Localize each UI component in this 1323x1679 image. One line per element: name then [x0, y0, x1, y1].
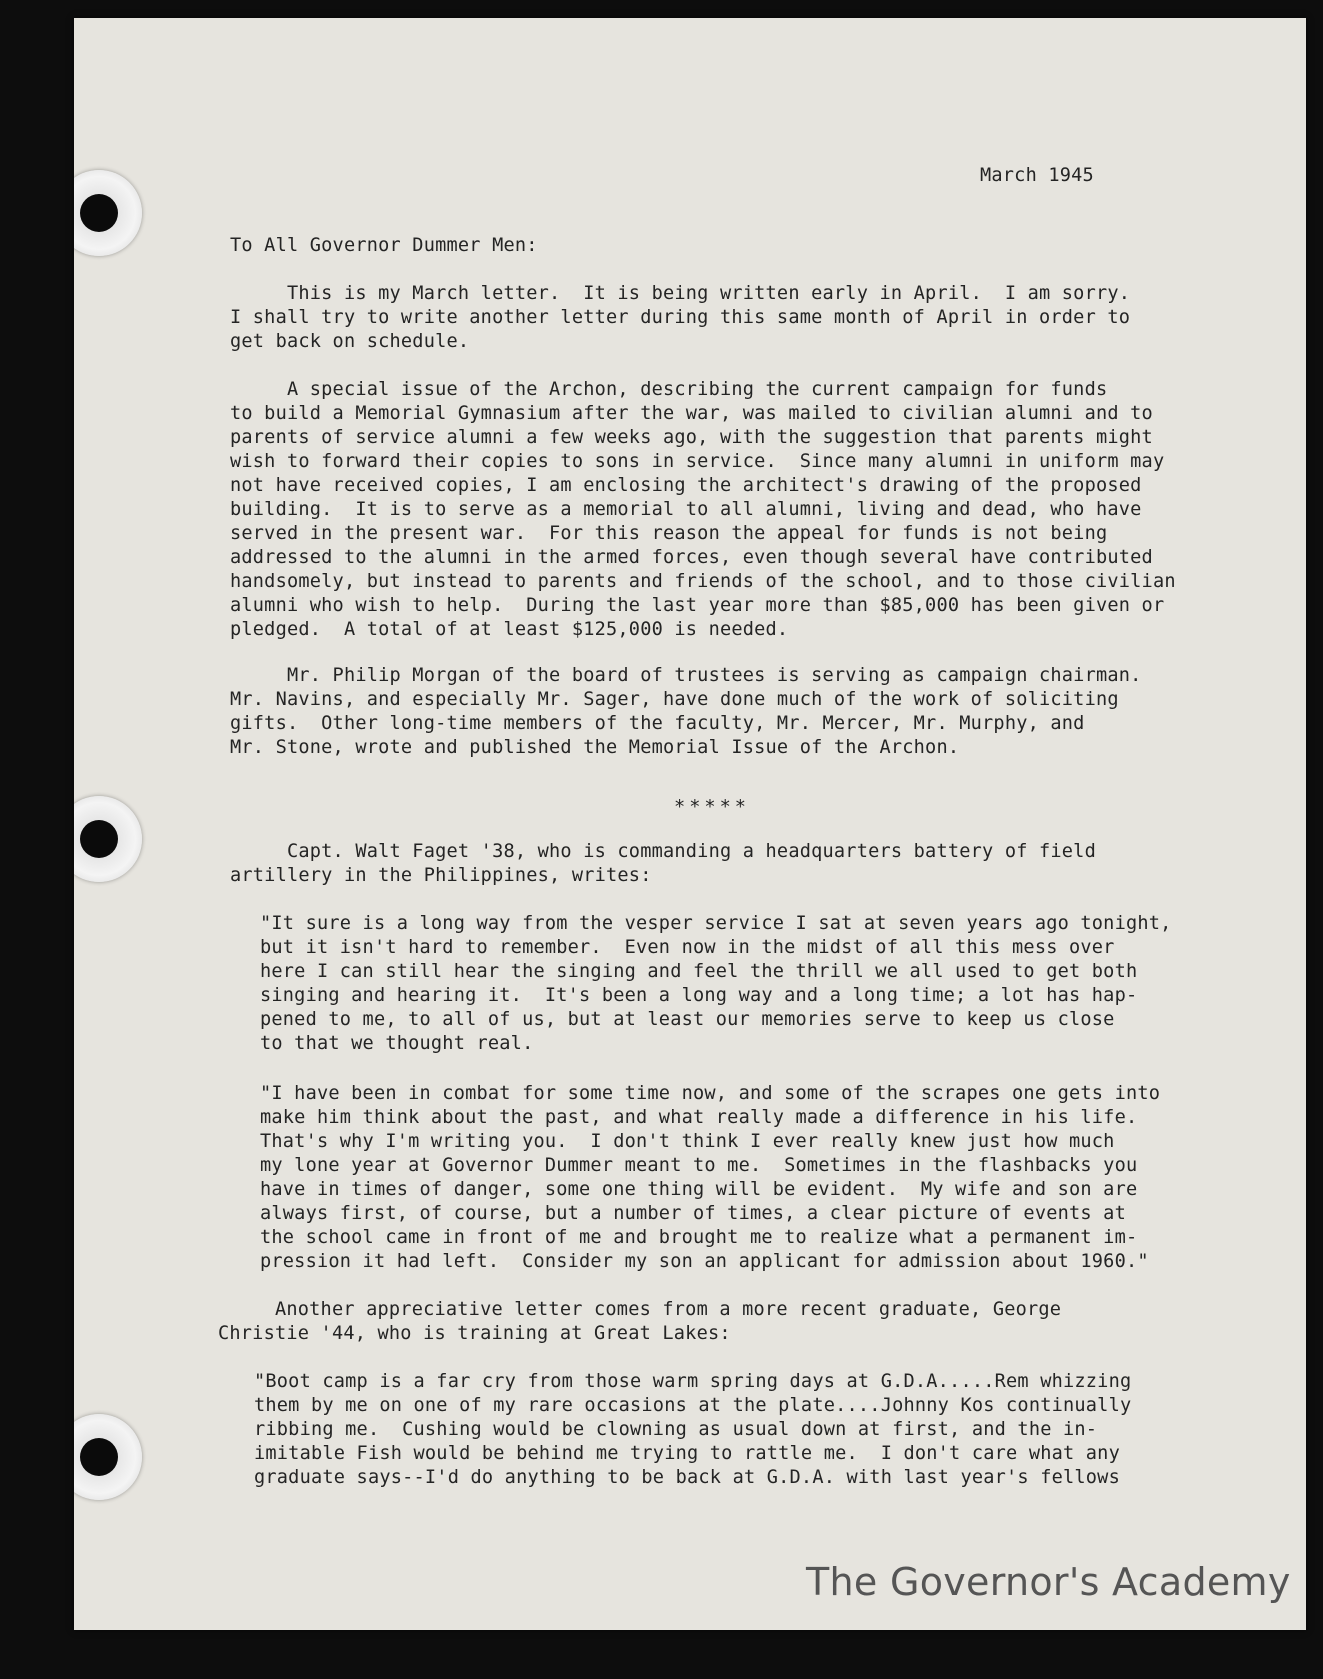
quote-faget-1: "It sure is a long way from the vesper service I sat at seven years ago tonight, but it isn't hard to remember. Even now in the midst of all this mess over here I can still hear the singing and feel the thrill we all used to get both singing and hearing it. It's been a long way and a long time; a lot has hap- pened to me, to all of us, but at least our memories serve to keep us close to that we thought real. [260, 913, 1172, 1054]
paragraph-intro: This is my March letter. It is being written early in April. I am sorry. I shall try to write another letter during this same month of April in order to get back on schedule. [230, 283, 1131, 352]
section-separator: ***** [674, 797, 750, 818]
punch-hole-top [80, 194, 118, 232]
punch-hole-middle [80, 820, 118, 858]
paragraph-campaign: Mr. Philip Morgan of the board of trustees is serving as campaign chairman. Mr. Navins, and especially Mr. Sager, have done much of the work of soliciting gifts. Other long-time members of the faculty, Mr. Mercer, Mr. Murphy, and Mr. Stone, wrote and published the Memorial Issue of the Archon. [230, 665, 1142, 758]
watermark-text: The Governor's Academy [806, 1560, 1291, 1604]
letter-date: March 1945 [980, 165, 1094, 186]
paragraph-archon: A special issue of the Archon, describing the current campaign for funds to build a Memorial Gymnasium after the war, was mailed to civilian alumni and to parents of service alumni a few weeks ago, with the suggestion that parents might wish to forward their copies to sons in service. Since many alumni in uniform may not have received copies, I am enclosing the architect's drawing of the proposed building. It is to serve as a memorial to all alumni, living and dead, who have served in the present war. For this reason the appeal for funds is not being addressed to the alumni in the armed forces, even though several have contributed handsomely, but instead to parents and friends of the school, and to those civilian alumni who wish to help. During the last year more than $85,000 has been given or pledged. A total of at least $125,000 is needed. [230, 379, 1176, 640]
paragraph-faget-intro: Capt. Walt Faget '38, who is commanding a headquarters battery of field artillery in the Philippines, writes: [230, 841, 1096, 886]
punch-hole-bottom [80, 1438, 118, 1476]
quote-christie: "Boot camp is a far cry from those warm spring days at G.D.A.....Rem whizzing them by me on one of my rare occasions at the plate....Johnny Kos continually ribbing me. Cushing would be clowning as usual down at first, and the in- imitable Fish would be behind me trying to rattle me. I don't care what any graduate says--I'd do anything to be back at G.D.A. with last year's fellows [254, 1371, 1132, 1488]
paragraph-christie-intro: Another appreciative letter comes from a more recent graduate, George Christie '44, who is training at Great Lakes: [218, 1299, 1062, 1344]
quote-faget-2: "I have been in combat for some time now, and some of the scrapes one gets into make him think about the past, and what really made a difference in his life. That's why I'm writing you. I don't think I ever really knew just how much my lone year at Governor Dummer meant to me. Sometimes in the flashbacks you have in times of danger, some one thing will be evident. My wife and son are always first, of course, but a number of times, a clear picture of events at the school came in front of me and brought me to realize what a permanent im- pression it had left. Consider my son an applicant for admission about 1960." [260, 1083, 1161, 1272]
letter-page [74, 18, 1306, 1630]
letter-salutation: To All Governor Dummer Men: [230, 235, 538, 256]
